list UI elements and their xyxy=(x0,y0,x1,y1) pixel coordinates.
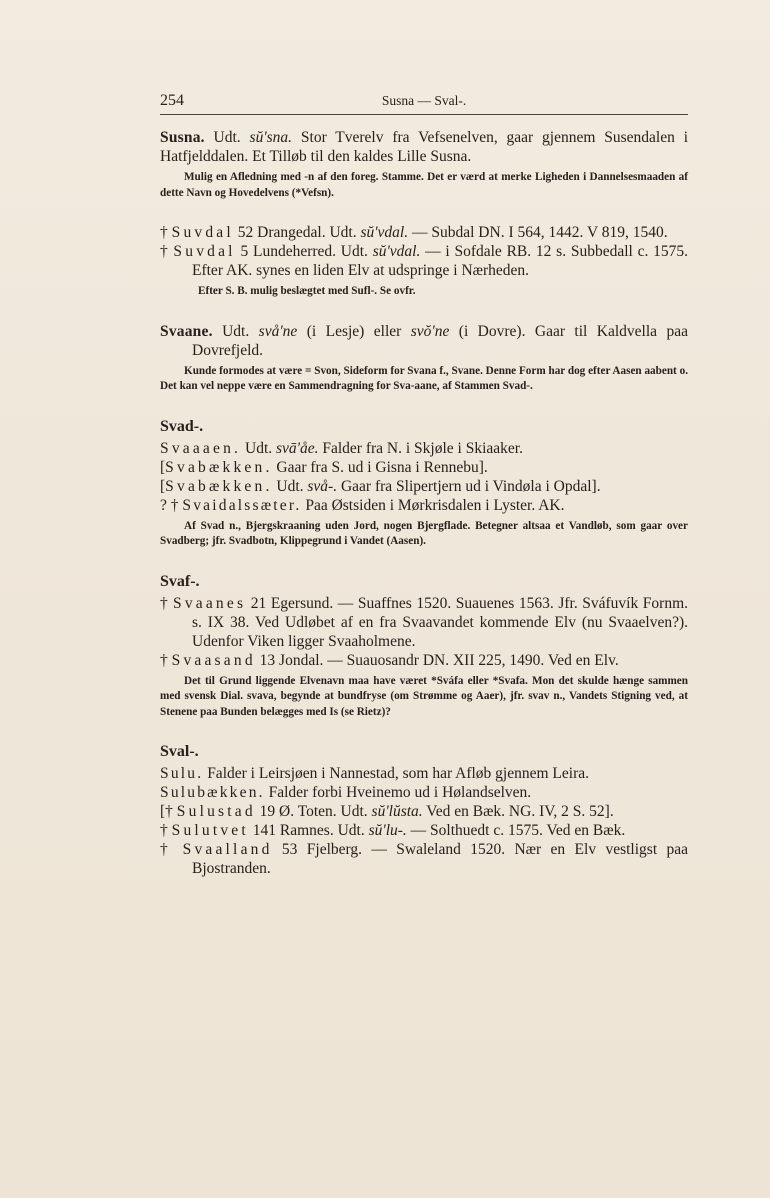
entry-sulutvet xyxy=(160,821,688,840)
entry-text: Stor Tverelv fra Vefsenelven, gaar gjennem Susendalen i Hatfjelddalen. Et Tilløb til den kaldes Lille Susna. xyxy=(160,129,689,165)
pronunciation: svā'åe. xyxy=(276,439,319,457)
entry-svaane xyxy=(160,322,688,360)
place-name: Svabækken. xyxy=(165,458,273,476)
entry-svabaekken-1 xyxy=(160,458,688,477)
dagger-mark: † xyxy=(160,224,172,241)
pronunciation: sŭ'vdal. xyxy=(372,243,421,260)
note-svaf: Det til Grund liggende Elvenavn maa have været *Sváfa eller *Svafa. Mon det skulde hænge sammen med svensk Dial. svava, begynde at bundfryse (om Strømme og Aaer), jfr. svav n., Vandets Stigning ved, at Stenene paa Bunden belægges med Is (se Rietz)? xyxy=(160,674,688,718)
entry-text: Falder i Leirsjøen i Nannestad, som har Afløb gjennem Leira. xyxy=(203,765,589,782)
entry-text: — Solthuedt c. 1575. Ved en Bæk. xyxy=(406,822,626,839)
place-name: Svabækken. xyxy=(165,477,273,495)
entry-text: Falder fra N. i Skjøle i Skiaaker. xyxy=(318,439,523,457)
place-name: Suvdal xyxy=(173,243,236,260)
entry-text: Falder forbi Hveinemo ud i Hølandselven. xyxy=(264,784,532,801)
pronunciation: svå'ne xyxy=(258,322,298,340)
place-name: Sulubækken. xyxy=(160,784,265,801)
entry-text: 141 Ramnes. Udt. xyxy=(248,822,369,839)
entry-svaaaen xyxy=(160,439,688,458)
query-dagger-mark: ? † xyxy=(160,496,183,514)
entry-sulubaekken xyxy=(160,783,688,802)
dagger-mark: † xyxy=(160,594,173,612)
entry-text: Udt. xyxy=(272,477,308,495)
entry-suvdal-2 xyxy=(160,242,688,280)
place-name: Svaaaen. xyxy=(160,439,242,457)
entry-text: — i Sofdale RB. 12 s. Subbedall c. 1575. Efter AK. synes en liden Elv at udspringe i Nærheden. xyxy=(192,243,688,279)
entry-text: 52 Drangedal. Udt. xyxy=(233,224,361,241)
section-head-sval: Sval-. xyxy=(160,743,199,760)
entry-text: — Subdal DN. I 564, 1442. V 819, 1540. xyxy=(408,224,668,241)
pronunciation: sŭ'lu-. xyxy=(368,822,407,839)
entry-svaanes xyxy=(160,594,688,651)
dagger-mark: † xyxy=(160,841,183,858)
page-header xyxy=(160,90,688,115)
place-name: Sulustad xyxy=(176,803,256,820)
entry-svaalland xyxy=(160,840,688,878)
entry-text: Udt. xyxy=(212,322,259,340)
entry-text: 5 Lundeherred. Udt. xyxy=(235,243,373,260)
dagger-mark: † xyxy=(160,651,172,669)
entry-text: Udt. xyxy=(204,129,250,146)
entry-text: 19 Ø. Toten. Udt. xyxy=(255,803,372,820)
entry-text: Gaar fra Slipertjern ud i Vindøla i Opdal]. xyxy=(337,477,601,495)
place-name: Svaidalssæter. xyxy=(182,496,302,514)
entry-text: Gaar fra S. ud i Gisna i Rennebu]. xyxy=(272,458,488,476)
entry-text: Paa Østsiden i Mørkrisdalen i Lyster. AK. xyxy=(301,496,565,514)
entry-text: 53 Fjelberg. — Swaleland 1520. Nær en Elv vestligst paa Bjostranden. xyxy=(192,841,689,877)
entry-sulustad xyxy=(160,802,688,821)
page-content xyxy=(160,128,688,878)
place-name: Sulutvet xyxy=(171,822,249,839)
entry-text: Ved en Bæk. NG. IV, 2 S. 52]. xyxy=(422,803,614,820)
place-name: Suvdal xyxy=(171,224,234,241)
entry-sulu xyxy=(160,764,688,783)
dagger-mark: † xyxy=(160,243,174,260)
pronunciation: svå-. xyxy=(307,477,338,495)
headword: Susna. xyxy=(160,129,205,146)
entry-suvdal-1 xyxy=(160,223,688,242)
place-name: Svaasand xyxy=(171,651,256,669)
bracket: [ xyxy=(160,458,166,476)
note-suvdal: Efter S. B. mulig beslægtet med Sufl-. Se ovfr. xyxy=(198,285,416,297)
entry-svabaekken-2 xyxy=(160,477,688,496)
note-svad: Af Svad n., Bjergskraaning uden Jord, nogen Bjergflade. Betegner altsaa et Vandløb, som gaar over Svadberg; jfr. Svadbotn, Klippegrund i Vandet (Aasen). xyxy=(160,519,688,547)
running-head: Susna — Sval-. xyxy=(381,93,467,108)
place-name: Svaalland xyxy=(182,841,273,858)
dagger-mark: [† xyxy=(160,803,177,820)
section-head-svad: Svad-. xyxy=(160,417,204,435)
note-susna: Mulig en Afledning med -n af den foreg. Stamme. Det er værd at merke Ligheden i Dannelsesmaaden af dette Navn og Hovedelvens (*Vefsn). xyxy=(160,171,688,199)
entry-text: 13 Jondal. — Suauosandr DN. XII 225, 1490. Ved en Elv. xyxy=(255,651,619,669)
entry-svaidalssaeter xyxy=(160,496,688,515)
pronunciation: sŭ'vdal. xyxy=(360,224,409,241)
section-head-svaf: Svaf-. xyxy=(160,572,200,590)
note-svaane: Kunde formodes at være = Svon, Sideform for Svana f., Svane. Denne Form har dog efter Aasen aabent o. Det kan vel neppe være en Sammendragning for Sva-aane, af Stammen Svad-. xyxy=(160,364,688,392)
entry-susna xyxy=(160,128,688,166)
entry-svaasand xyxy=(160,651,688,670)
entry-text: (i Lesje) eller xyxy=(297,322,411,340)
pronunciation: svŏ'ne xyxy=(410,322,450,340)
entry-text: Udt. xyxy=(241,439,276,457)
place-name: Svaanes xyxy=(173,594,247,612)
pronunciation: sŭ'lŭsta. xyxy=(371,803,423,820)
dagger-mark: † xyxy=(160,822,172,839)
entry-text: 21 Egersund. — Suaffnes 1520. Suauenes 1563. Jfr. Sváfuvík Fornm. s. IX 38. Ved Udløbet af en fra Svaavandet kommende Elv (nu Svaaelven?). Udenfor Viken ligger Svaaholmene. xyxy=(192,594,689,650)
bracket: [ xyxy=(160,477,166,495)
place-name: Sulu. xyxy=(160,765,204,782)
entry-text: (i Dovre). Gaar til Kaldvella paa Dovrefjeld. xyxy=(192,322,688,359)
page-number: 254 xyxy=(160,92,184,109)
headword: Svaane. xyxy=(160,322,213,340)
pronunciation: sŭ'sna. xyxy=(249,129,293,146)
